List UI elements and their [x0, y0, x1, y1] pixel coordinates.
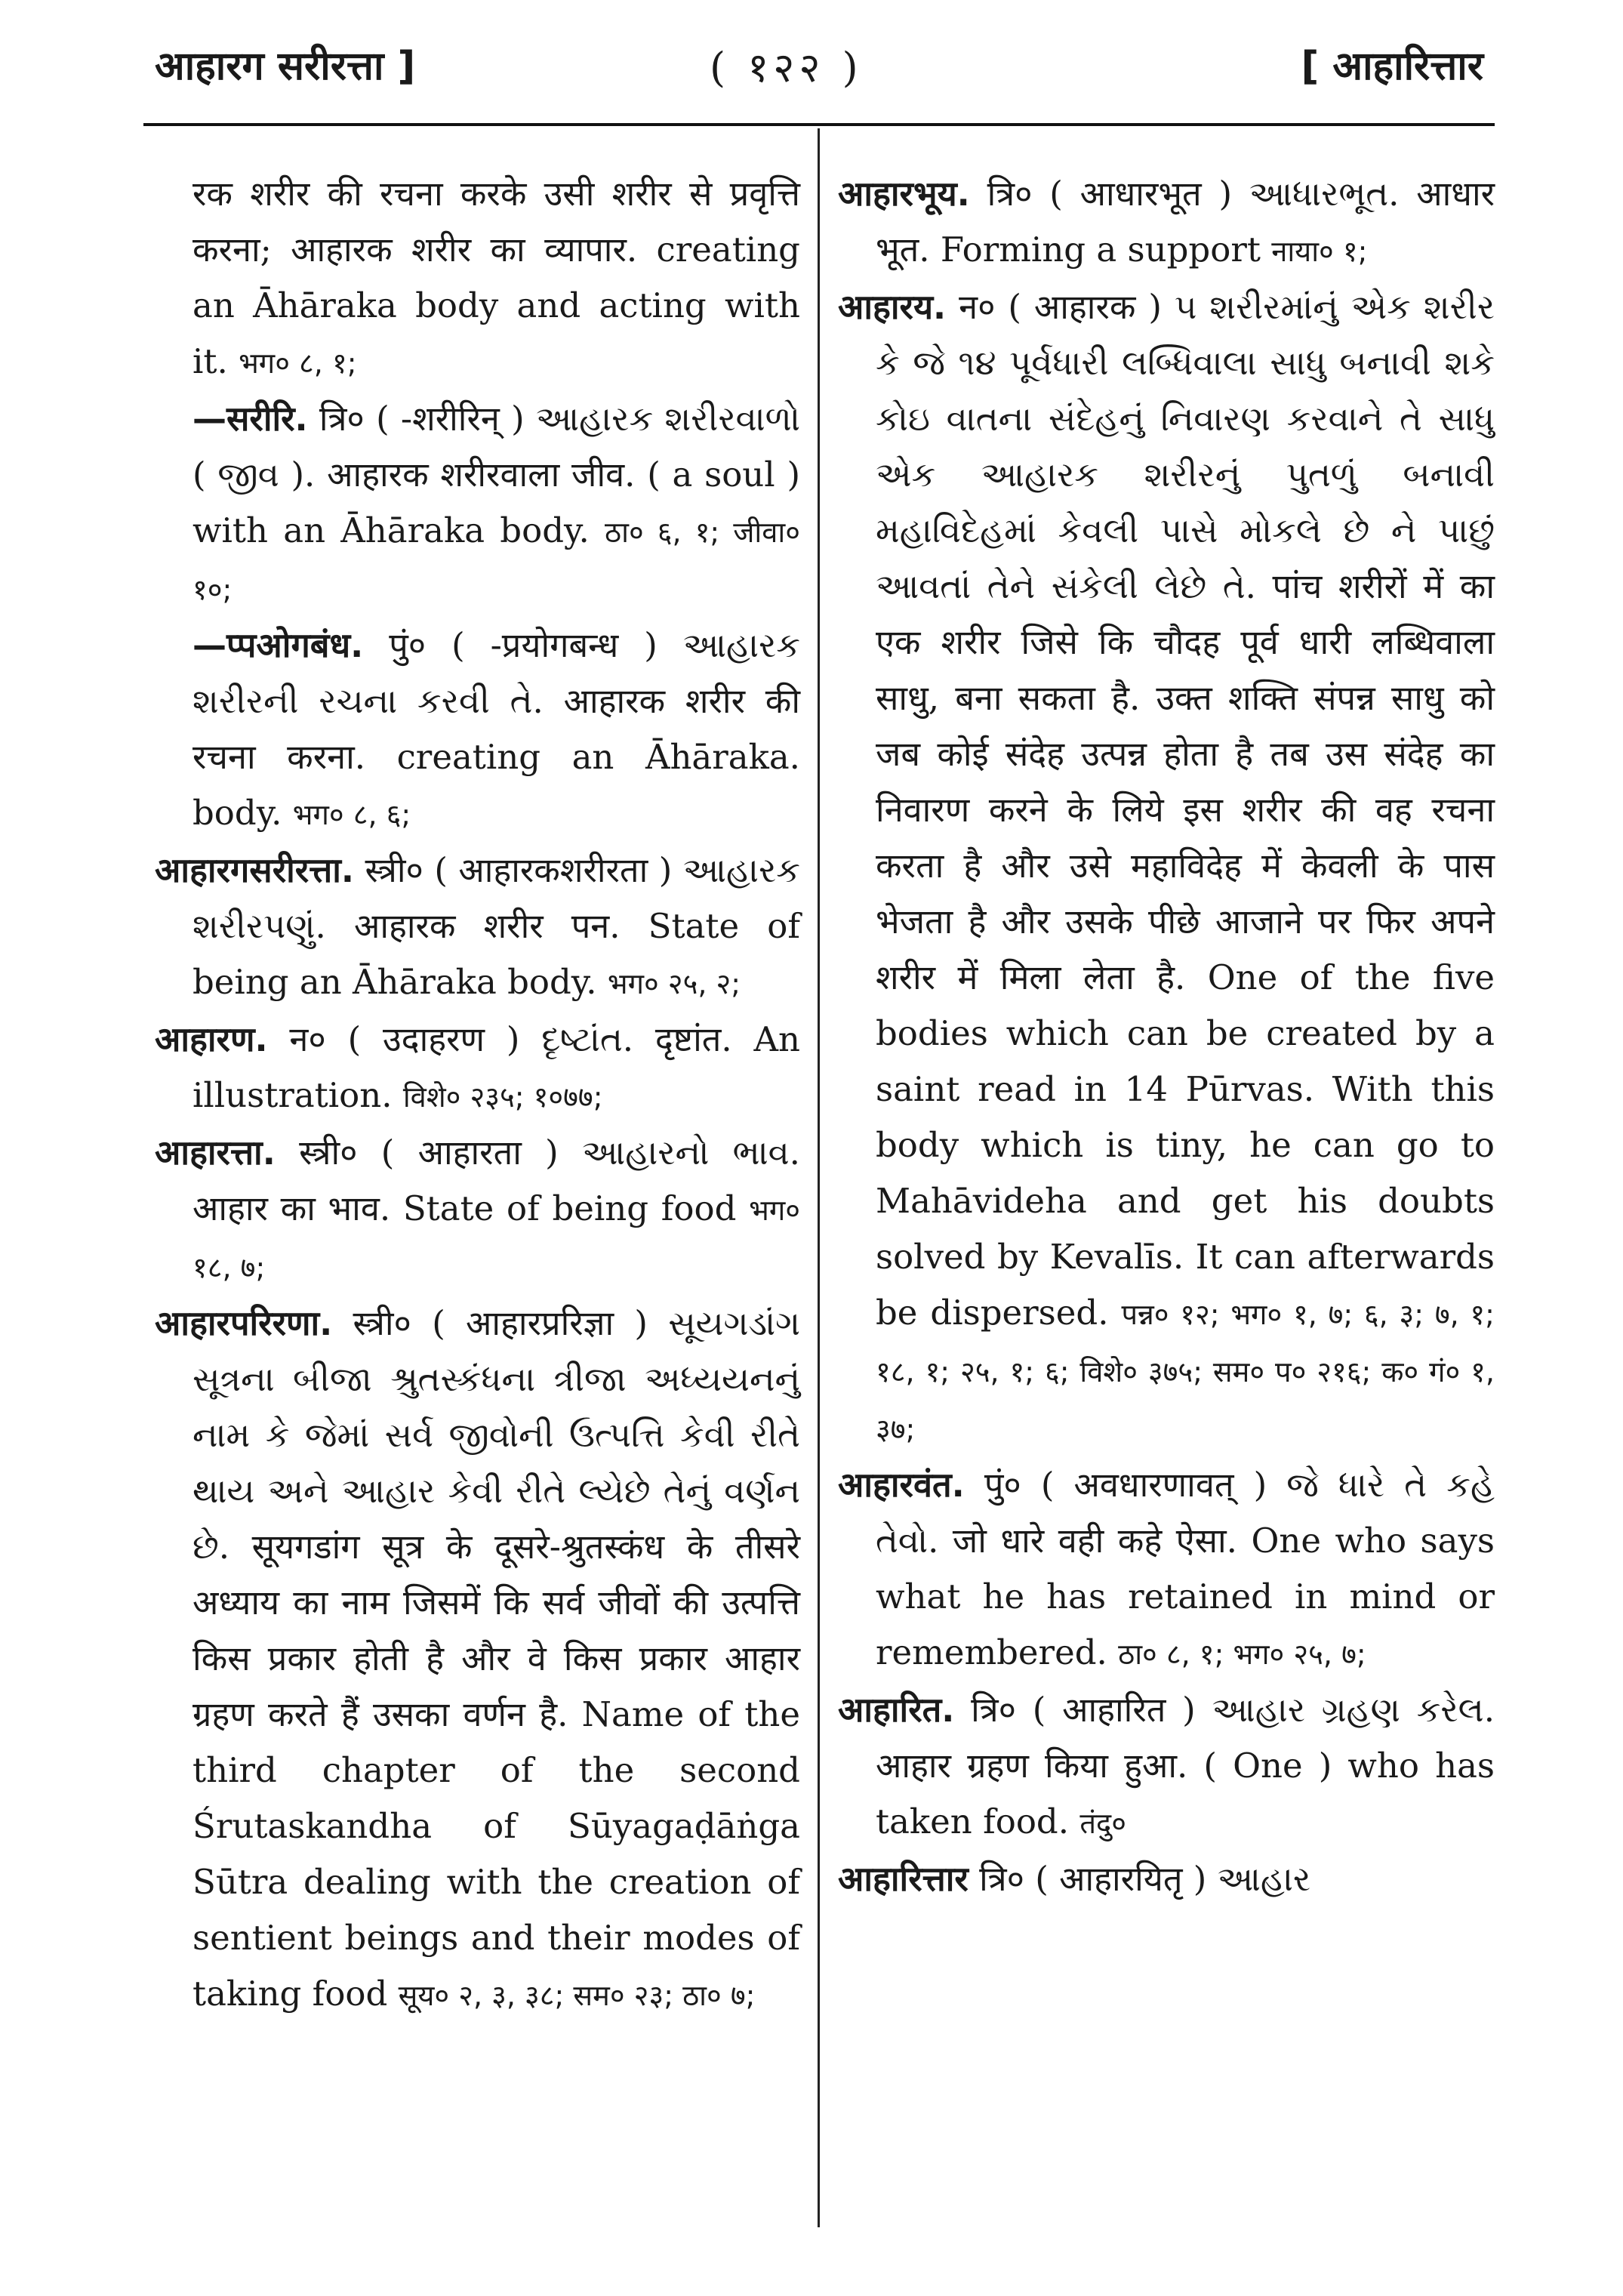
dictionary-entry [155, 1012, 800, 1125]
entry-headword: आहारित्तार [838, 1859, 969, 1899]
dictionary-entry [155, 843, 800, 1012]
entry-body: त्रि० ( आधारभूत ) આધારભૂત. आधार भूत. Forming a support [876, 174, 1495, 270]
entry-reference: पन्न० १२; भग० १, ७; ६, ३; ७, १; १८, १; २५, १; ६; विशे० ३७५; सम० प० २१६; क० गं० १, ३७; [876, 1298, 1495, 1446]
sub-entry-headword: —सरीरि. [192, 399, 308, 439]
right-column [838, 166, 1495, 1907]
entry-body: पुं० ( अवधारणावत् ) જે ધારે તે કહે તેવો. जो धारे वही कहे ऐसा. One who says what he has retained in mind or remembered. [876, 1465, 1495, 1672]
page-header [0, 30, 1623, 113]
entry-body: रक शरीर की रचना करके उसी शरीर से प्रवृत्ति करना; आहारक शरीर का व्यापार. creating an Āhāraka body and acting with it. [192, 174, 800, 381]
header-rule [143, 123, 1495, 126]
entry-reference: भग० ८, १; [239, 347, 357, 380]
entry-headword: आहारगसरीरत्ता. [155, 850, 355, 890]
entry-body: स्त्री० ( आहारता ) આહારનો ભાવ. आहार का भाव. State of being food [192, 1133, 800, 1228]
entry-reference: विशे० २३५; १०७७; [402, 1080, 603, 1114]
entry-body: न० ( आहारक ) ૫ શરીરમાંનું એક શરીર કે જે ૧૪ પૂર્વધારી લબ્ધિવાલા સાધુ બનાવી શકે કોઇ વાતના સંદેહનું નિવારણ કરવાને તે સાધુ એક આહારક શરીરનું પુતળું બનાવી મહાવિદેહમાં કેવલી પાસે મોકલે છે ને પાછું આવતાં તેને સંકેલી લેછે તે. पांच शरीरों में का एक शरीर जिसे कि चौदह पूर्व धारी लब्धिवाला साधु, बना सकता है. उक्त शक्ति संपन्न साधु को जब कोई संदेह उत्पन्न होता है तब उस संदेह का निवारण करने के लिये इस शरीर की वह रचना करता है और उसे महाविदेह में केवली के पास भेजता है और उसके पीछे आजाने पर फिर अपने शरीर में मिला लेता है. One of the five bodies which can be created by a saint read in 14 Pūrvas. With this body which is tiny, he can go to Mahāvideha and get his doubts solved by Kevalīs. It can afterwards be dispersed. [876, 287, 1495, 1333]
dictionary-entry [838, 279, 1495, 1457]
dictionary-entry [155, 1125, 800, 1296]
dictionary-entry [155, 1296, 800, 2023]
entry-headword: आहारण. [155, 1019, 268, 1059]
entry-reference: ठा० ६, १; जीवा० १०; [192, 516, 800, 606]
entry-reference: भग० १८, ७; [192, 1194, 800, 1284]
dictionary-entry [838, 166, 1495, 279]
entry-reference: भग० २५, २; [607, 967, 741, 1000]
dictionary-entry [838, 1682, 1495, 1851]
sub-entry [155, 391, 800, 618]
entry-reference: भग० ८, ६; [292, 798, 411, 831]
entry-reference: तंदु० [1079, 1807, 1126, 1840]
entry-body: त्रि० ( आहारयितृ ) આહાર [979, 1859, 1311, 1899]
entry-body: स्त्री० ( आहारप्ररिज्ञा ) સૂયગડાંગ સૂત્રના બીજા શ્રુતસ્કંધના ત્રીજા અધ્યયનનું નામ કે જેમાં સર્વ જીવોની ઉત્પત્તિ કેવી રીતે થાય અને આહાર કેવી રીતે લ્યેછે તેનું વર્ણન છે. सूयगडांग सूत्र के दूसरे-श्रुतस्कंध के तीसरे अध्याय का नाम जिसमें कि सर्व जीवों की उत्पत्ति किस प्रकार होती है और वे किस प्रकार आहार ग्रहण करते हैं उसका वर्णन है. Name of the third chapter of the second Śrutaskandha of Sūyagaḍāṅga Sūtra dealing with the creation of sentient beings and their modes of taking food [192, 1303, 800, 2014]
entry-body: त्रि० ( -शरीरिन् ) આહારક શરીરવાળો ( જીવ ). आहारक शरीरवाला जीव. ( a soul ) with an Āhāraka body. [192, 399, 800, 550]
entry-headword: आहारवंत. [838, 1465, 965, 1505]
page-number: ( १२२ ) [710, 44, 863, 91]
entry-body: न० ( उदाहरण ) દૃષ્ટાંત. दृष्टांत. An illustration. [192, 1019, 801, 1115]
continued-entry [155, 166, 800, 391]
entry-headword: आहारत्ता. [155, 1133, 276, 1173]
left-column [155, 166, 800, 2023]
entry-reference: नाया० १; [1271, 235, 1368, 268]
entry-body: त्रि० ( आहारित ) આહાર ગ્રહણ કરેલ. आहार ग्रहण किया हुआ. ( One ) who has taken food. [876, 1690, 1495, 1841]
entry-headword: आहारय. [838, 287, 947, 327]
entry-body: पुं० ( -प्रयोगबन्ध ) આહારક શરીરની રચના કરવી તે. आहारक शरीर की रचना करना. creating an Āhāraka. body. [192, 625, 800, 833]
dictionary-entry [838, 1457, 1495, 1682]
entry-headword: आहारभूय. [838, 174, 970, 214]
entry-reference: ठा० ८, १; भग० २५, ७; [1118, 1638, 1366, 1671]
entry-reference: सूय० २, ३, ३८; सम० २३; ठा० ७; [398, 1979, 756, 2012]
entry-body: स्त्री० ( आहारकशरीरता ) આહારક શરીરપણું. आहारक शरीर पन. State of being an Āhāraka body. [192, 850, 800, 1002]
entry-headword: आहारपरिरणा. [155, 1303, 333, 1343]
header-right-guideword: [ आहारित्तार [1301, 44, 1483, 89]
column-divider [818, 128, 820, 2227]
sub-entry-headword: —प्पओगबंध. [192, 625, 364, 665]
header-left-guideword: आहारग सरीरत्ता ] [155, 44, 416, 89]
entry-headword: आहारित. [838, 1690, 955, 1730]
dictionary-entry [838, 1851, 1495, 1907]
sub-entry [155, 618, 800, 843]
